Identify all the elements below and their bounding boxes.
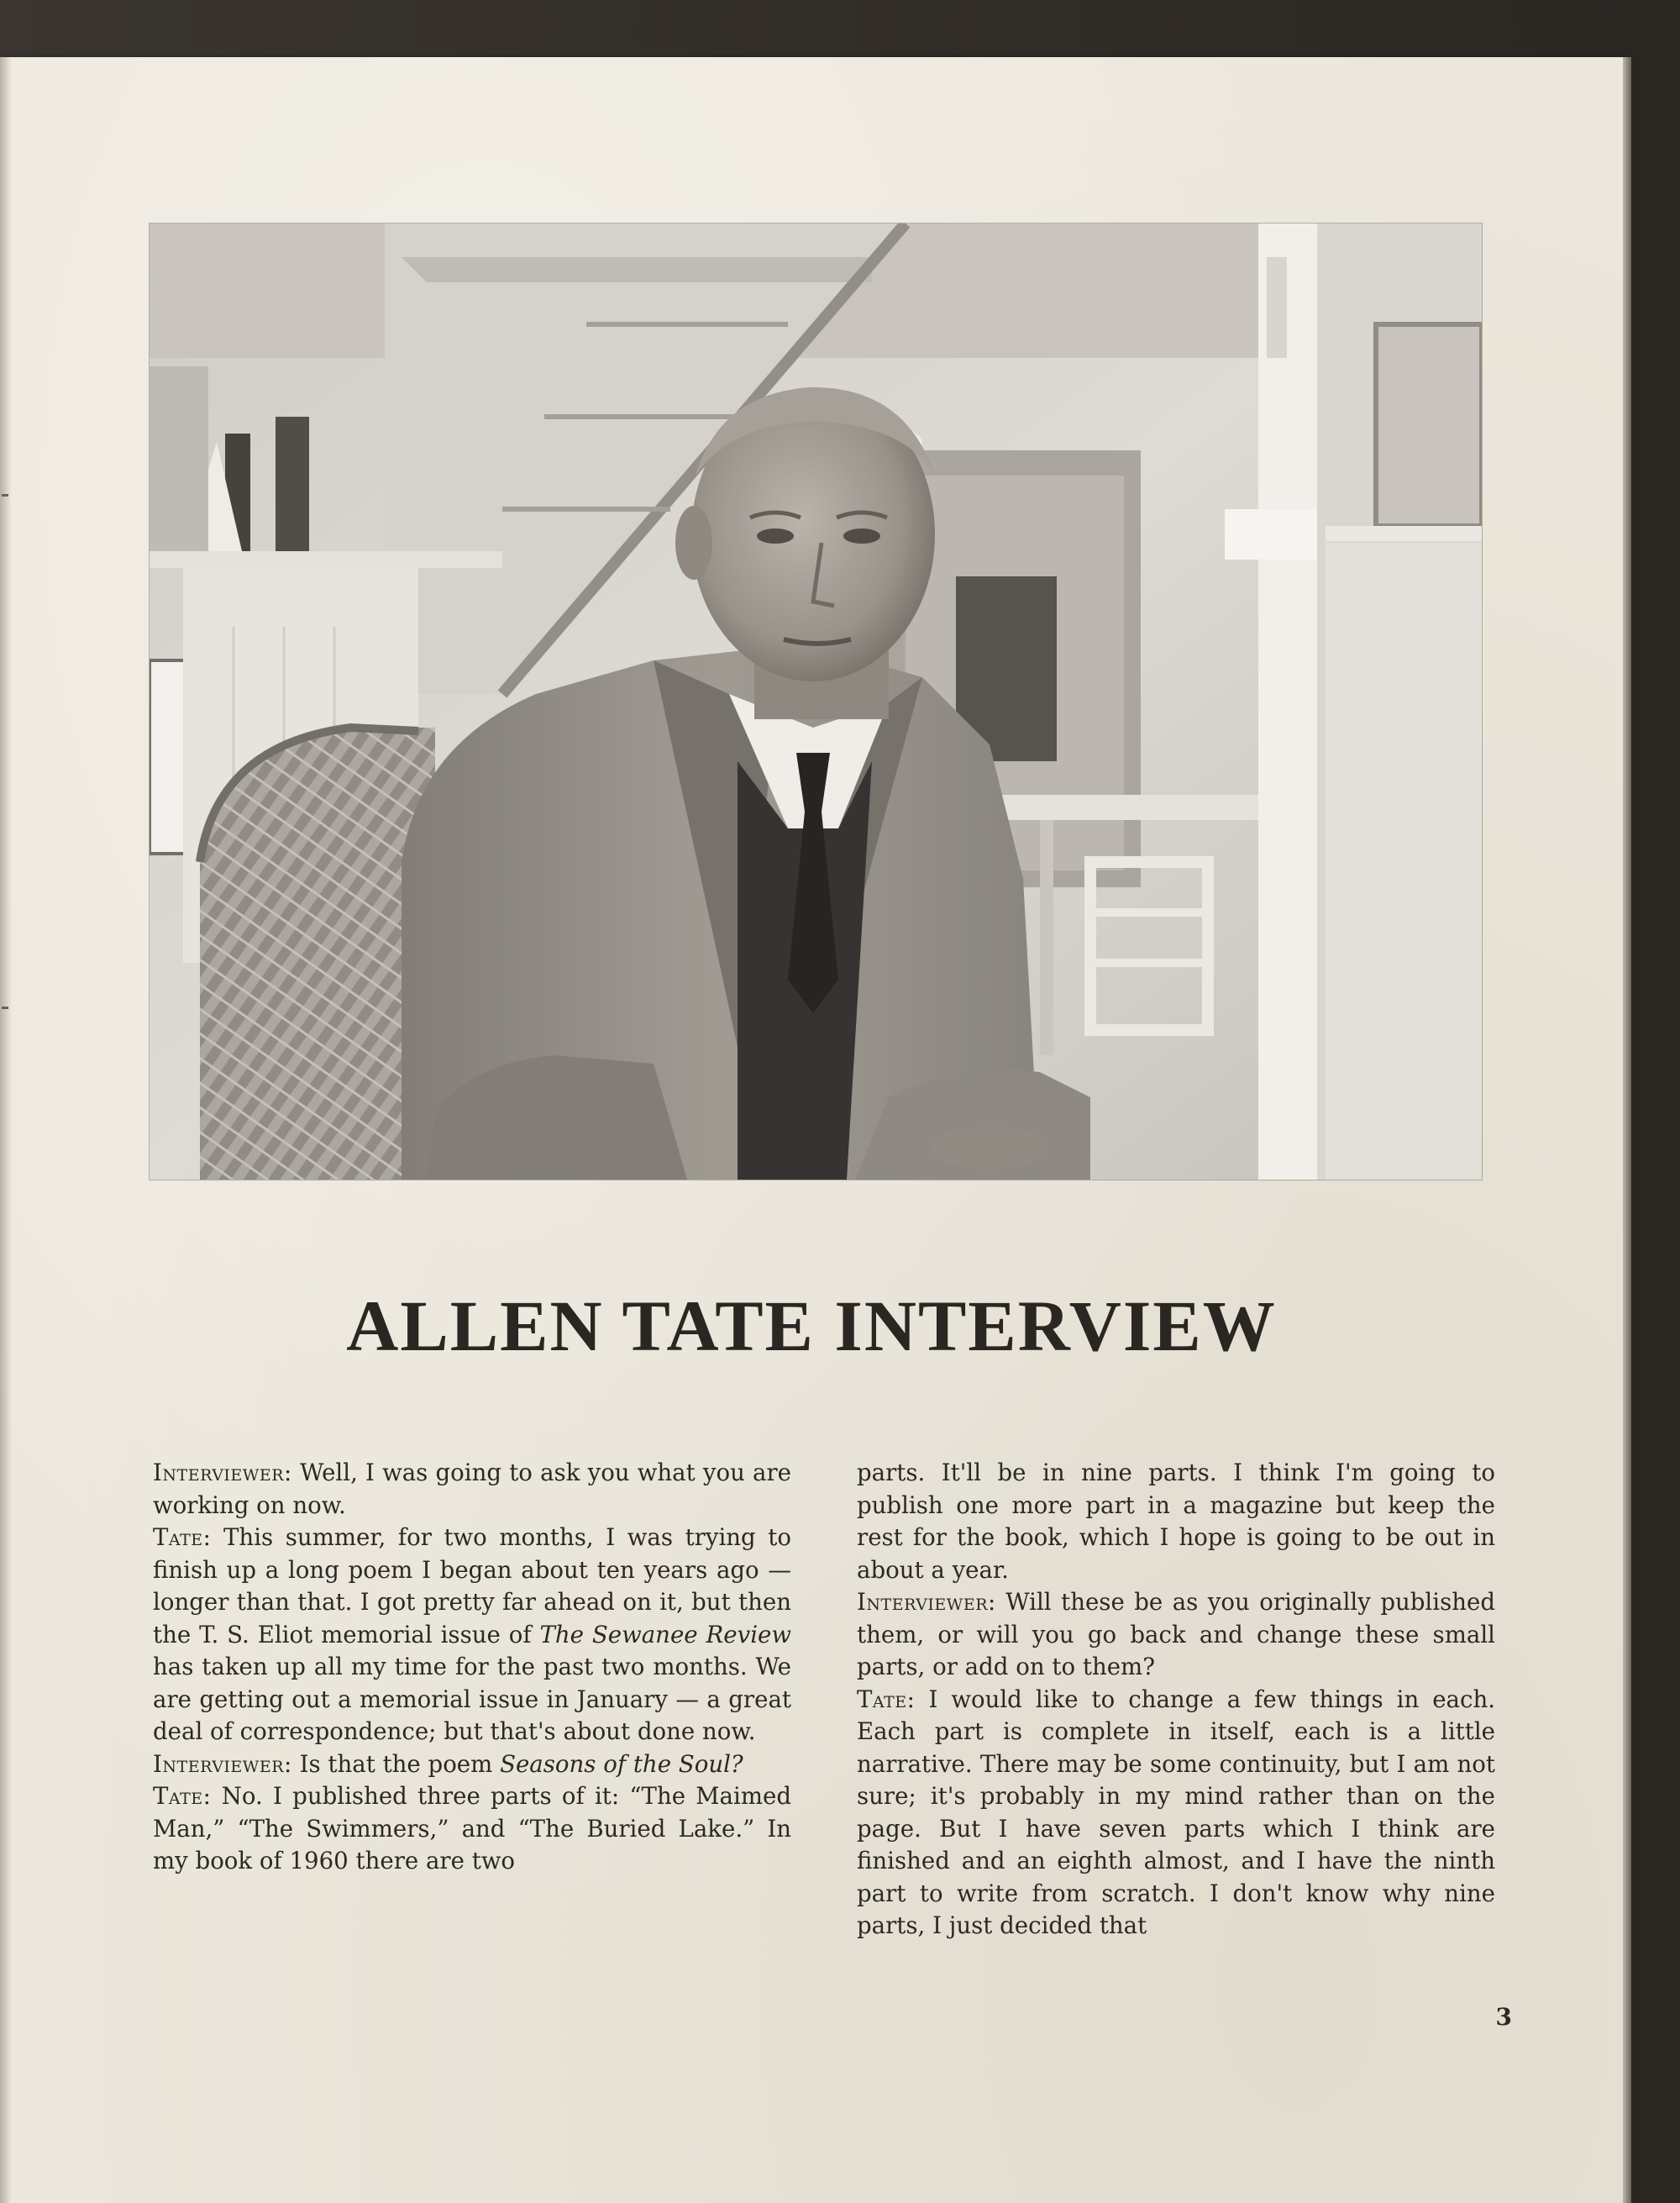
speaker-label: Tate: [153, 1523, 212, 1551]
paragraph-text: This summer, for two months, I was trying to finish up a long poem I began about ten years ago — longer than that. I got pretty far ahead on it, but then the T. S. Eliot memorial issue of [153, 1523, 791, 1648]
paragraph-text: I would like to change a few things in each. Each part is complete in itself, each is a little narrative. There may be some continuity, but I am not sure; it's probably in my mind rather than on the page. But I have seven parts which I think are finished and an eighth almost, and I have the ninth part to write from scratch. I don't know why nine parts, I just decided that [857, 1685, 1495, 1939]
staple-mark [2, 1007, 8, 1009]
interview-paragraph [857, 1586, 1495, 1684]
speaker-label: Interviewer: [153, 1459, 292, 1486]
paragraph-text: Well, I was going to ask you what you are working on now. [153, 1459, 791, 1519]
staple-mark [2, 494, 8, 497]
interview-paragraph [153, 1457, 791, 1522]
portrait-illustration [150, 223, 1482, 1180]
left-column [153, 1457, 791, 1878]
page-number: 3 [1495, 2003, 1512, 2031]
interview-paragraph [153, 1748, 791, 1781]
speaker-label: Interviewer: [153, 1749, 292, 1778]
speaker-label: Interviewer: [857, 1588, 996, 1616]
interview-paragraph [857, 1684, 1495, 1943]
right-column [857, 1457, 1495, 1943]
speaker-label: Tate: [153, 1782, 212, 1810]
binding-edge [0, 57, 12, 2203]
italic-title-text: The Sewanee Review [539, 1620, 791, 1648]
paragraph-text: Will these be as you originally published them, or will you go back and change these small parts, or add on to them? [857, 1588, 1495, 1680]
article-title: ALLEN TATE INTERVIEW [346, 1286, 1277, 1366]
portrait-photo [150, 223, 1482, 1180]
interview-paragraph [153, 1522, 791, 1748]
page-edge [1623, 57, 1631, 2203]
paragraph-text: No. I published three parts of it: “The Maimed Man,” “The Swimmers,” and “The Buried Lake.” In my book of 1960 there are two [153, 1782, 791, 1874]
paragraph-text: has taken up all my time for the past two months. We are getting out a memorial issue in January — a great deal of correspondence; but that's about done now. [153, 1653, 791, 1745]
italic-title-text: Seasons of the Soul? [500, 1749, 743, 1778]
paragraph-text: Is that the poem [291, 1749, 501, 1778]
interview-paragraph [153, 1780, 791, 1878]
interview-paragraph [857, 1457, 1495, 1586]
paragraph-text: parts. It'll be in nine parts. I think I'm going to publish one more part in a magazine but keep the rest for the book, which I hope is going to be out in about a year. [857, 1459, 1495, 1584]
speaker-label: Tate: [857, 1685, 916, 1713]
